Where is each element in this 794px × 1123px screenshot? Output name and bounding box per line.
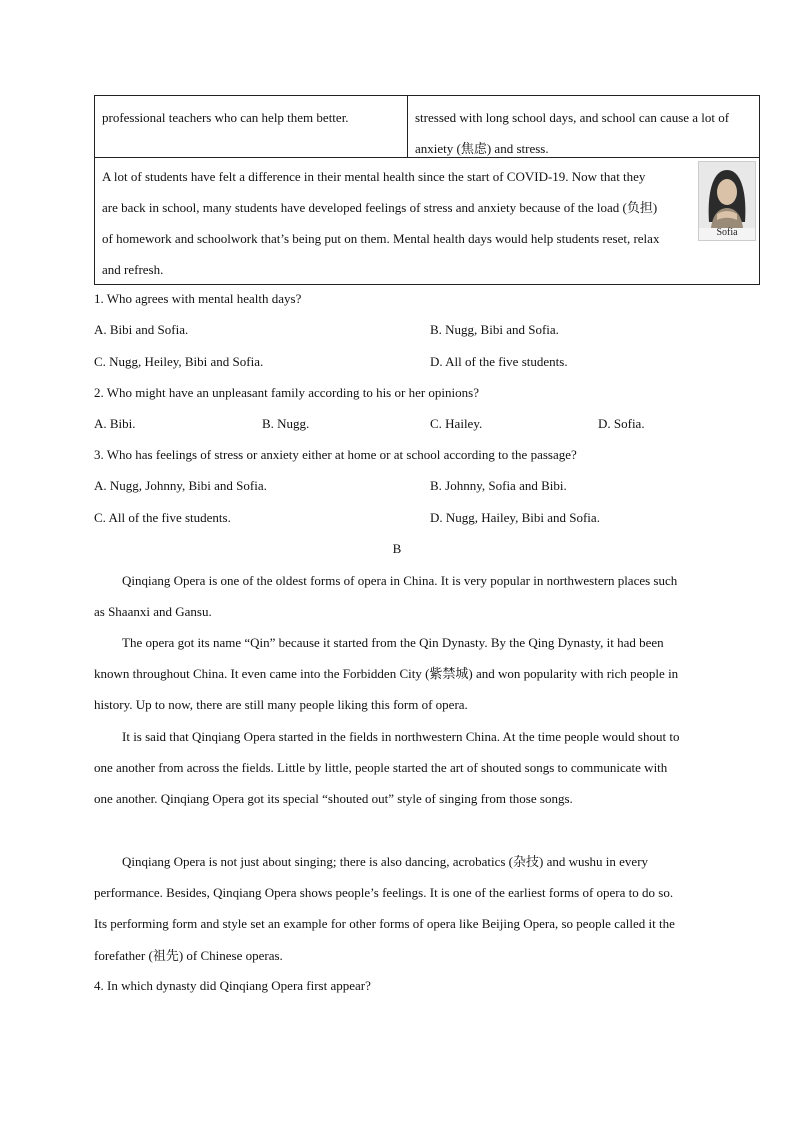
paragraph: Qinqiang Opera is one of the oldest forms of opera in China. It is very popular in northwestern places such as Shaanxi and Gansu. bbox=[94, 573, 678, 620]
opinion-table bbox=[94, 95, 760, 285]
question-stem: 4. In which dynasty did Qinqiang Opera first appear? bbox=[94, 978, 371, 993]
paragraph: Qinqiang Opera is not just about singing; there is also dancing, acrobatics (杂技) and wushu in every performance. Besides, Qinqiang Opera shows people’s feelings. It is one of the earliest forms of opera to do so. Its performing form and style set an example for other forms of opera like Beijing Opera, so people called it the forefather (祖先) of Chinese operas. bbox=[94, 854, 675, 963]
option-d: D. Nugg, Hailey, Bibi and Sofia. bbox=[430, 510, 600, 525]
question-stem: 3. Who has feelings of stress or anxiety either at home or at school according to the passage? bbox=[94, 447, 577, 462]
option-c: C. Hailey. bbox=[430, 416, 483, 431]
option-b: B. Johnny, Sofia and Bibi. bbox=[430, 478, 567, 493]
table-cell: professional teachers who can help them better. bbox=[95, 96, 408, 157]
question-stem: 1. Who agrees with mental health days? bbox=[94, 291, 302, 306]
table-row-sofia bbox=[95, 158, 759, 284]
question-stem: 2. Who might have an unpleasant family according to his or her opinions? bbox=[94, 385, 479, 400]
option-a: A. Nugg, Johnny, Bibi and Sofia. bbox=[94, 478, 267, 493]
option-d: D. Sofia. bbox=[598, 416, 645, 431]
option-a: A. Bibi and Sofia. bbox=[94, 322, 189, 337]
option-d: D. All of the five students. bbox=[430, 354, 568, 369]
section-heading: B bbox=[392, 541, 402, 556]
option-a: A. Bibi. bbox=[94, 416, 136, 431]
option-c: C. Nugg, Heiley, Bibi and Sofia. bbox=[94, 354, 264, 369]
paragraph: The opera got its name “Qin” because it started from the Qin Dynasty. By the Qing Dynasty, it had been known throughout China. It even came into the Forbidden City (紫禁城) and won popularity with rich people in history. Up to now, there are still many people liking this form of opera. bbox=[94, 635, 679, 713]
table-cell: stressed with long school days, and school can cause a lot of anxiety (焦虑) and stress. bbox=[415, 110, 730, 156]
portrait-image bbox=[699, 162, 755, 228]
sofia-photo bbox=[698, 161, 756, 241]
option-b: B. Nugg, Bibi and Sofia. bbox=[430, 322, 559, 337]
option-c: C. All of the five students. bbox=[94, 510, 231, 525]
sofia-opinion-text: A lot of students have felt a difference in their mental health since the start of COVID-19. Now that they are back in school, many students have developed feelings of stress and anxiety because of the load (负担) of homework and schoolwork that’s being put on them. Mental health days would help students reset, relax and refresh. bbox=[102, 169, 660, 277]
option-b: B. Nugg. bbox=[262, 416, 310, 431]
table-row bbox=[95, 96, 759, 158]
paragraph: It is said that Qinqiang Opera started in the fields in northwestern China. At the time people would shout to one another from across the fields. Little by little, people started the art of shouted songs to communicate with one another. Qinqiang Opera got its special “shouted out” style of singing from those songs. bbox=[94, 729, 680, 807]
photo-caption: Sofia bbox=[716, 227, 738, 238]
